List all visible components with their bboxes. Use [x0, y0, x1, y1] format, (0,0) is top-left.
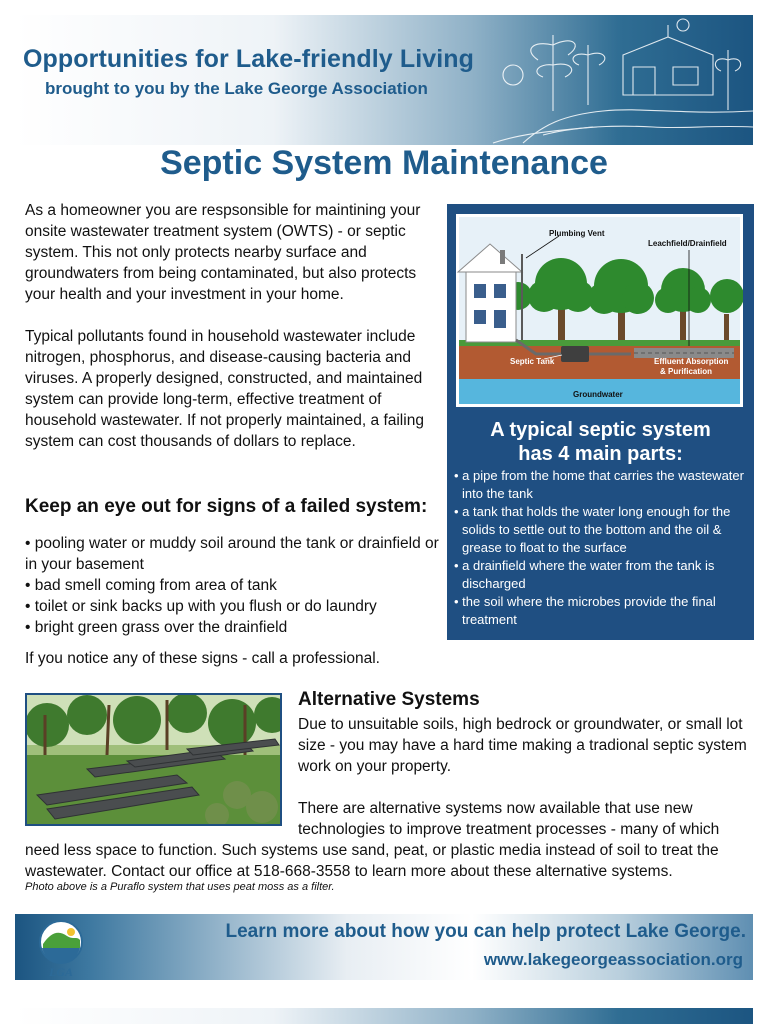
list-item: • a drainfield where the water from the tank is discharged: [454, 558, 715, 591]
alternative-paragraph-1: Due to unsuitable soils, high bedrock or groundwater, or small lot size - you may have a hard time making a tradional septic system work on your property.: [298, 716, 747, 775]
signs-heading: Keep an eye out for signs of a failed system:: [25, 496, 428, 517]
diagram-heading-line-1: A typical septic system: [490, 419, 711, 441]
list-item: • a tank that holds the water long enough for the solids to settle out to the bottom and the oil & grease to float to the surface: [454, 504, 731, 555]
septic-diagram-panel: [447, 204, 754, 640]
lakeside-house-sketch: [483, 15, 753, 145]
photo-caption: Photo above is a Puraflo system that uses peat moss as a filter.: [25, 881, 335, 893]
puraflo-photo-illustration: [27, 695, 280, 824]
intro-paragraph-2: Typical pollutants found in household wastewater include nitrogen, phosphorus, and disease-causing bacteria and viruses. A properly designed, constructed, and maintained system can provide long-term, effective treatment of household wastewater. If not properly maintained, a failing system can cost thousands of dollars to replace.: [25, 328, 424, 450]
diagram-heading: [447, 418, 754, 466]
alternative-paragraph-2-end: need less space to function. Such systems use sand, peat, or plastic media instead of soil to treat the wastewater. Contact our office at 518-668-3558 to learn more about these alternative systems.: [25, 842, 719, 880]
alternative-systems-heading: Alternative Systems: [298, 689, 480, 710]
label-septic-tank: Septic Tank: [510, 357, 555, 366]
page-title: Septic System Maintenance: [160, 144, 608, 182]
next-page-banner-edge: [15, 1008, 753, 1024]
list-item: • bad smell coming from area of tank: [25, 577, 277, 594]
diagram-heading-line-2: has 4 main parts:: [518, 443, 683, 465]
list-item: • pooling water or muddy soil around the tank or drainfield or in your basement: [25, 535, 439, 573]
intro-paragraph-1: As a homeowner you are respsonsible for maintining your onsite wastewater treatment system (OWTS) - or septic system. This not only protects nearby surface and groundwaters from being contaminated, but also protects your health and your investment in your home.: [25, 202, 421, 303]
svg-text:LGA: LGA: [49, 965, 73, 978]
signs-call-professional: If you notice any of these signs - call a professional.: [25, 650, 380, 667]
banner-subtitle: brought to you by the Lake George Association: [45, 79, 428, 98]
footer-banner: [15, 914, 753, 980]
lga-logo: [37, 918, 87, 978]
list-item: • bright green grass over the drainfield: [25, 619, 288, 636]
signs-list: [25, 533, 445, 638]
label-effluent: Effluent Absorption: [654, 357, 729, 366]
intro-text: [25, 200, 440, 473]
label-purification: & Purification: [660, 367, 713, 376]
footer-website-link[interactable]: www.lakegeorgeassociation.org: [483, 950, 743, 969]
list-item: • a pipe from the home that carries the wastewater into the tank: [454, 468, 744, 501]
alternative-paragraph-2-start: There are alternative systems now available that use new technologies to improve treatment processes - many of which: [298, 800, 720, 838]
banner-title: Opportunities for Lake-friendly Living: [23, 45, 475, 73]
septic-parts-list: [454, 467, 750, 629]
label-groundwater: Groundwater: [573, 390, 623, 399]
label-plumbing-vent: Plumbing Vent: [549, 229, 605, 238]
label-leachfield: Leachfield/Drainfield: [648, 239, 727, 248]
footer-tagline: Learn more about how you can help protect Lake George.: [225, 921, 746, 942]
list-item: • toilet or sink backs up with you flush or do laundry: [25, 598, 377, 615]
puraflo-system-photo: [25, 693, 282, 826]
list-item: • the soil where the microbes provide the final treatment: [454, 594, 716, 627]
septic-system-diagram: [456, 214, 743, 407]
header-banner: [15, 15, 753, 145]
